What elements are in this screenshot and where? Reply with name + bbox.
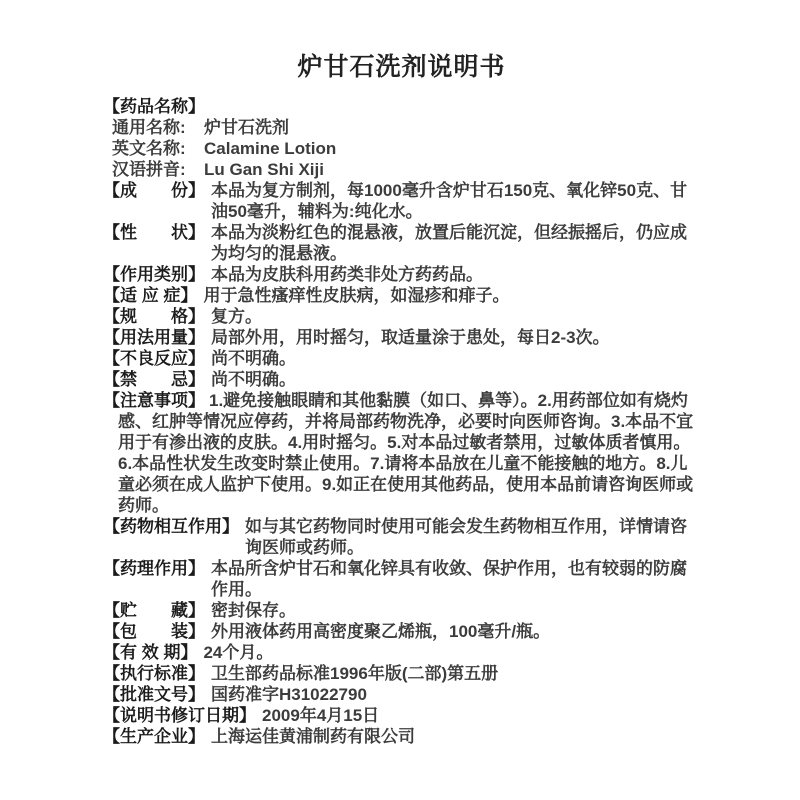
english-name-label: 英文名称:: [112, 139, 186, 158]
section-storage-label: 【贮 藏】: [103, 601, 205, 620]
generic-name-row: [103, 117, 700, 138]
section-storage: [103, 600, 700, 621]
section-ingredients-label: 【成 份】: [103, 181, 205, 200]
section-drug-interactions-text: 如与其它药物同时使用可能会发生药物相互作用，详情请咨询医师或药师。: [245, 517, 687, 557]
section-precautions: [103, 390, 700, 516]
section-contraindications-label: 【禁 忌】: [103, 370, 205, 389]
section-packaging: [103, 621, 700, 642]
section-manufacturer-text: 上海运佳黄浦制药有限公司: [211, 727, 415, 746]
page-title: 炉甘石洗剂说明书: [297, 53, 506, 81]
section-dosage-text: 局部外用，用时摇匀，取适量涂于患处，每日2-3次。: [211, 328, 610, 347]
section-drug-name-label: 【药品名称】: [103, 97, 205, 116]
pinyin-label: 汉语拼音:: [112, 160, 186, 179]
section-drug-name: [103, 96, 700, 117]
section-action-category-text: 本品为皮肤科用药类非处方药药品。: [211, 265, 483, 284]
section-adverse-reactions: [103, 348, 700, 369]
section-validity-label: 【有 效 期】: [103, 643, 198, 662]
section-pharmacology-text: 本品所含炉甘石和氧化锌具有收敛、保护作用，也有较弱的防腐作用。: [211, 559, 687, 599]
section-ingredients: [103, 180, 700, 222]
section-precautions-label: 【注意事项】: [103, 391, 205, 410]
section-ingredients-text: 本品为复方制剂，每1000毫升含炉甘石150克、氧化锌50克、甘油50毫升，辅料为:纯化水。: [211, 181, 688, 221]
section-adverse-reactions-label: 【不良反应】: [103, 349, 205, 368]
section-revision-date-label: 【说明书修订日期】: [103, 706, 256, 725]
english-name-row: [103, 138, 700, 159]
section-indications-text: 用于急性瘙痒性皮肤病，如湿疹和痱子。: [203, 286, 510, 305]
section-description-text: 本品为淡粉红色的混悬液，放置后能沉淀，但经振摇后，仍应成为均匀的混悬液。: [211, 223, 687, 263]
section-contraindications: [103, 369, 700, 390]
pinyin-value: Lu Gan Shi Xiji: [204, 160, 324, 179]
section-dosage-label: 【用法用量】: [103, 328, 205, 347]
section-pharmacology-label: 【药理作用】: [103, 559, 205, 578]
section-drug-interactions-label: 【药物相互作用】: [103, 517, 239, 536]
section-storage-text: 密封保存。: [211, 601, 296, 620]
section-validity: [103, 642, 700, 663]
section-specification-label: 【规 格】: [103, 307, 205, 326]
section-approval-number-text: 国药准字H31022790: [211, 685, 367, 704]
section-description-label: 【性 状】: [103, 223, 205, 242]
section-revision-date-text: 2009年4月15日: [262, 706, 380, 725]
section-approval-number-label: 【批准文号】: [103, 685, 205, 704]
section-standard: [103, 663, 700, 684]
section-manufacturer: [103, 726, 700, 747]
section-indications-label: 【适 应 症】: [103, 286, 198, 305]
section-adverse-reactions-text: 尚不明确。: [211, 349, 296, 368]
section-action-category: [103, 264, 700, 285]
section-validity-text: 24个月。: [203, 643, 274, 662]
pinyin-row: [103, 159, 700, 180]
section-specification: [103, 306, 700, 327]
section-standard-label: 【执行标准】: [103, 664, 205, 683]
section-approval-number: [103, 684, 700, 705]
section-revision-date: [103, 705, 700, 726]
section-pharmacology: [103, 558, 700, 600]
section-drug-interactions: [103, 516, 700, 558]
section-contraindications-text: 尚不明确。: [211, 370, 296, 389]
section-precautions-text: 1.避免接触眼睛和其他黏膜（如口、鼻等）。2.用药部位如有烧灼感、红肿等情况应停药，并将局部药物洗净，必要时向医师咨询。3.本品不宜用于有渗出液的皮肤。4.用时摇匀。5.对本品过敏者禁用，过敏体质者慎用。6.本品性状发生改变时禁止使用。7.请将本品放在儿童不能接触的地方。8.儿童必须在成人监护下使用。9.如正在使用其他药品，使用本品前请咨询医师或药师。: [118, 391, 694, 515]
section-indications: [103, 285, 700, 306]
section-dosage: [103, 327, 700, 348]
english-name-value: Calamine Lotion: [204, 139, 337, 158]
generic-name-value: 炉甘石洗剂: [204, 118, 289, 137]
section-manufacturer-label: 【生产企业】: [103, 727, 205, 746]
section-packaging-label: 【包 装】: [103, 622, 205, 641]
section-packaging-text: 外用液体药用高密度聚乙烯瓶，100毫升/瓶。: [211, 622, 551, 641]
section-action-category-label: 【作用类别】: [103, 265, 205, 284]
section-standard-text: 卫生部药品标准1996年版(二部)第五册: [211, 664, 499, 683]
section-description: [103, 222, 700, 264]
section-specification-text: 复方。: [211, 307, 262, 326]
generic-name-label: 通用名称:: [112, 118, 186, 137]
